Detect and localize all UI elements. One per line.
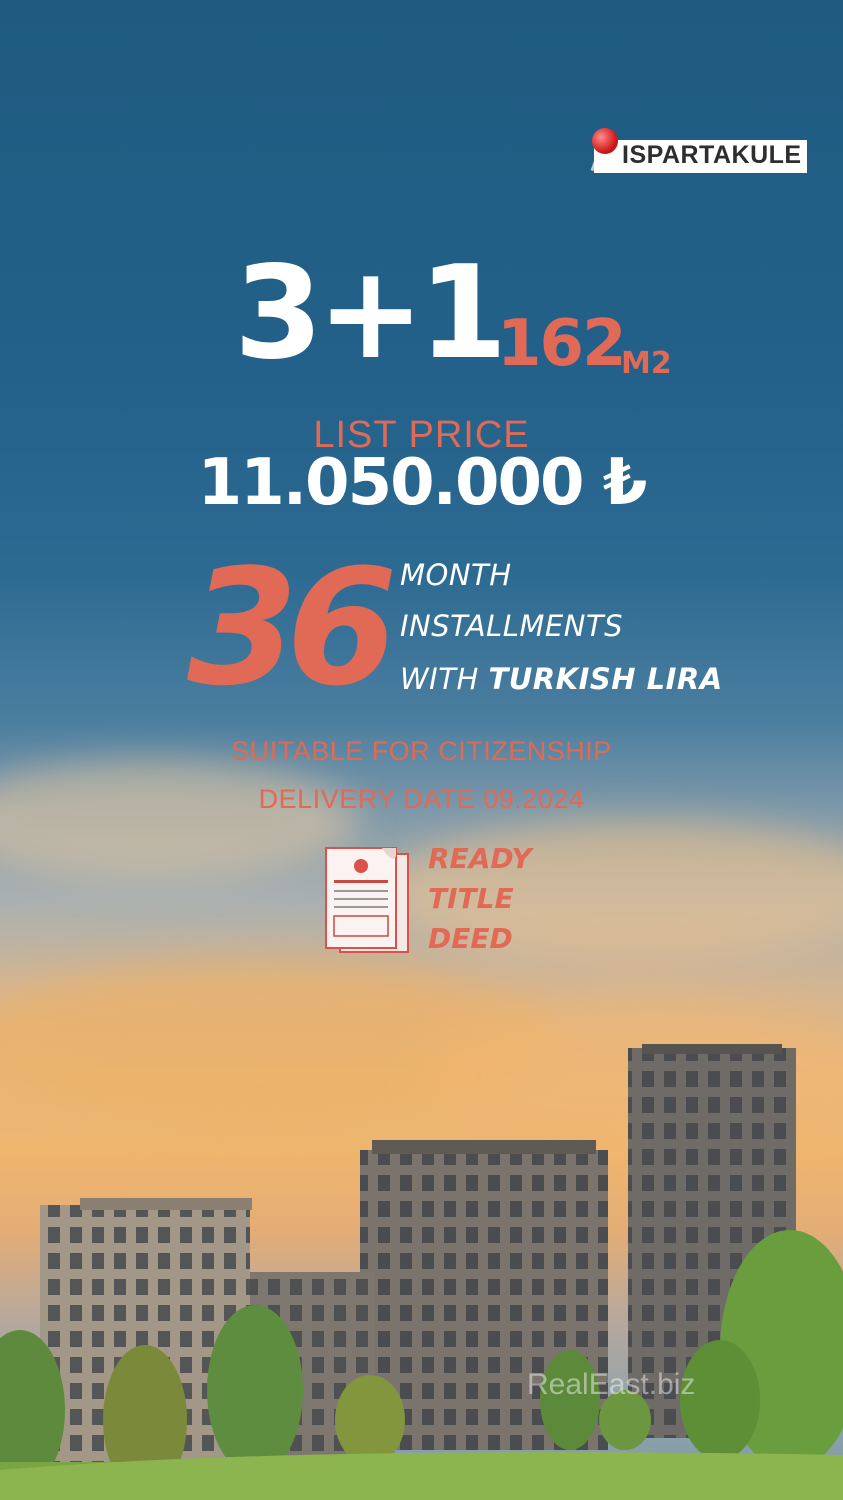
area-unit: M2 [621, 346, 672, 381]
location-label: ISPARTAKULE [622, 141, 802, 169]
room-layout: 3+1 [234, 239, 502, 388]
watermark: RealEast.biz [527, 1368, 696, 1401]
list-price-label: LIST PRICE [313, 414, 530, 456]
deed-line-title: TITLE [428, 882, 514, 915]
title-deed-icon [322, 846, 412, 956]
map-pin-icon [592, 128, 618, 154]
list-price-value: 11.050.000 ₺ [197, 446, 646, 520]
installment-months: 36 [187, 534, 386, 721]
installment-line-1: MONTH [400, 558, 512, 592]
installment-currency: TURKISH LIRA [488, 662, 723, 696]
installment-line-2: INSTALLMENTS [400, 609, 624, 643]
delivery-date: DELIVERY DATE 09.2024 [258, 784, 585, 814]
installment-line-3-prefix: WITH [400, 662, 489, 696]
deed-line-deed: DEED [428, 922, 513, 955]
area-value: 162 [497, 307, 625, 381]
deed-line-ready: READY [428, 842, 532, 875]
installment-line-3 [400, 662, 723, 696]
citizenship-note: SUITABLE FOR CITIZENSHIP [231, 736, 612, 766]
